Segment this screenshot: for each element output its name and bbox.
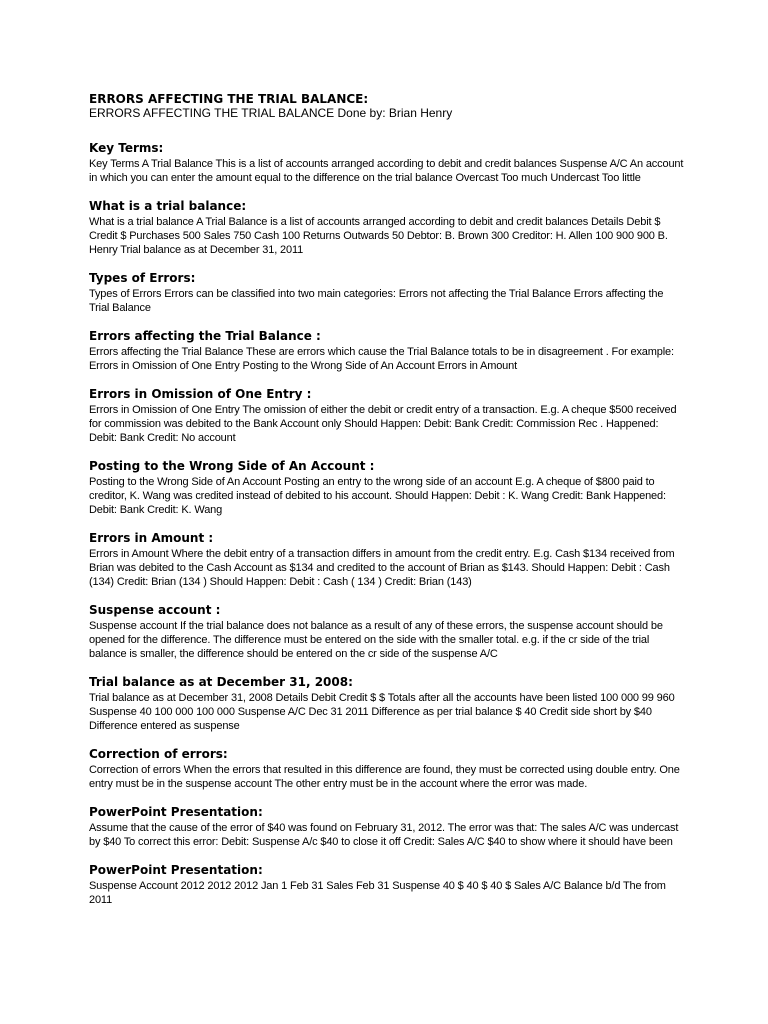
section-heading: Types of Errors: [89,271,196,285]
section-errors-in-amount [89,531,684,589]
section-wrong-side [89,459,684,517]
section-correction [89,747,684,791]
section-heading: PowerPoint Presentation: [89,805,263,819]
section-omission [89,387,684,445]
section-body: Key Terms A Trial Balance This is a list of accounts arranged according to debit and credit balances Suspense A/C An account in which you can enter the amount equal to the difference on the trial balance Overcast Too much Undercast Too little [89,158,684,184]
section-body: Posting to the Wrong Side of An Account Posting an entry to the wrong side of an account E.g. A cheque of $800 paid to creditor, K. Wang was credited instead of debited to his account. Should Happen: Debit : K. Wang Credit: Bank Happened: Debit: Bank Credit: K. Wang [89,476,666,516]
section-body: Types of Errors Errors can be classified into two main categories: Errors not affecting the Trial Balance Errors affecting the Trial Balance [89,288,664,314]
section-body: What is a trial balance A Trial Balance is a list of accounts arranged according to debit and credit balances Details Debit $ Credit $ Purchases 500 Sales 750 Cash 100 Returns Outwards 50 Debtor: B. Brown 300 Creditor: H. Allen 100 900 900 B. Henry Trial balance as at December 31, 2011 [89,216,668,256]
section-heading: Suspense account : [89,603,221,617]
section-heading: Correction of errors: [89,747,228,761]
section-powerpoint-2 [89,863,684,907]
section-heading: Key Terms: [89,141,164,155]
section-body: Errors in Amount Where the debit entry of a transaction differs in amount from the credit entry. E.g. Cash $134 received from Brian was debited to the Cash Account as $134 and credited to the account of Brian as $143. Should Happen: Debit : Cash (134) Credit: Brian (134 ) Should Happen: Debit : Cash ( 134 ) Credit: Brian (143) [89,548,675,588]
section-types-of-errors [89,271,684,315]
section-body: Errors affecting the Trial Balance These are errors which cause the Trial Balance totals to be in disagreement . For example: Errors in Omission of One Entry Posting to the Wrong Side of An Account Errors in Amount [89,346,674,372]
section-heading: Errors affecting the Trial Balance : [89,329,321,343]
section-what-is-trial-balance [89,199,684,257]
section-key-terms [89,141,684,185]
section-heading: Posting to the Wrong Side of An Account : [89,459,375,473]
document-title: ERRORS AFFECTING THE TRIAL BALANCE: [89,92,369,106]
section-body: Correction of errors When the errors that resulted in this difference are found, they must be corrected using double entry. One entry must be in the suspense account The other entry must be in the account where the error was made. [89,764,680,790]
section-body: Suspense account If the trial balance does not balance as a result of any of these errors, the suspense account should be opened for the difference. The difference must be entered on the side with the smaller total. e.g. if the cr side of the trial balance is smaller, the difference should be entered on the cr side of the suspense A/C [89,620,663,660]
section-powerpoint-1 [89,805,684,849]
section-suspense-account [89,603,684,661]
section-heading: PowerPoint Presentation: [89,863,263,877]
section-heading: Errors in Omission of One Entry : [89,387,312,401]
section-body: Errors in Omission of One Entry The omission of either the debit or credit entry of a transaction. E.g. A cheque $500 received for commission was debited to the Bank Account only Should Happen: Debit: Bank Credit: Commission Rec . Happened: Debit: Bank Credit: No account [89,404,677,444]
section-heading: Trial balance as at December 31, 2008: [89,675,353,689]
section-errors-affecting-tb [89,329,684,373]
section-heading: What is a trial balance: [89,199,247,213]
section-heading: Errors in Amount : [89,531,214,545]
section-body: Suspense Account 2012 2012 2012 Jan 1 Feb 31 Sales Feb 31 Suspense 40 $ 40 $ 40 $ Sales A/C Balance b/d The from 2011 [89,880,666,906]
document-subtitle: ERRORS AFFECTING THE TRIAL BALANCE Done by: Brian Henry [89,106,453,120]
section-body: Assume that the cause of the error of $40 was found on February 31, 2012. The error was that: The sales A/C was undercast by $40 To correct this error: Debit: Suspense A/c $40 to close it off Credit: Sales A/C $40 to show where it should have been [89,822,679,848]
section-trial-balance-2008 [89,675,684,733]
section-body: Trial balance as at December 31, 2008 Details Debit Credit $ $ Totals after all the accounts have been listed 100 000 99 960 Suspense 40 100 000 100 000 Suspense A/C Dec 31 2011 Difference as per trial balance $ 40 Credit side short by $40 Difference entered as suspense [89,692,675,732]
